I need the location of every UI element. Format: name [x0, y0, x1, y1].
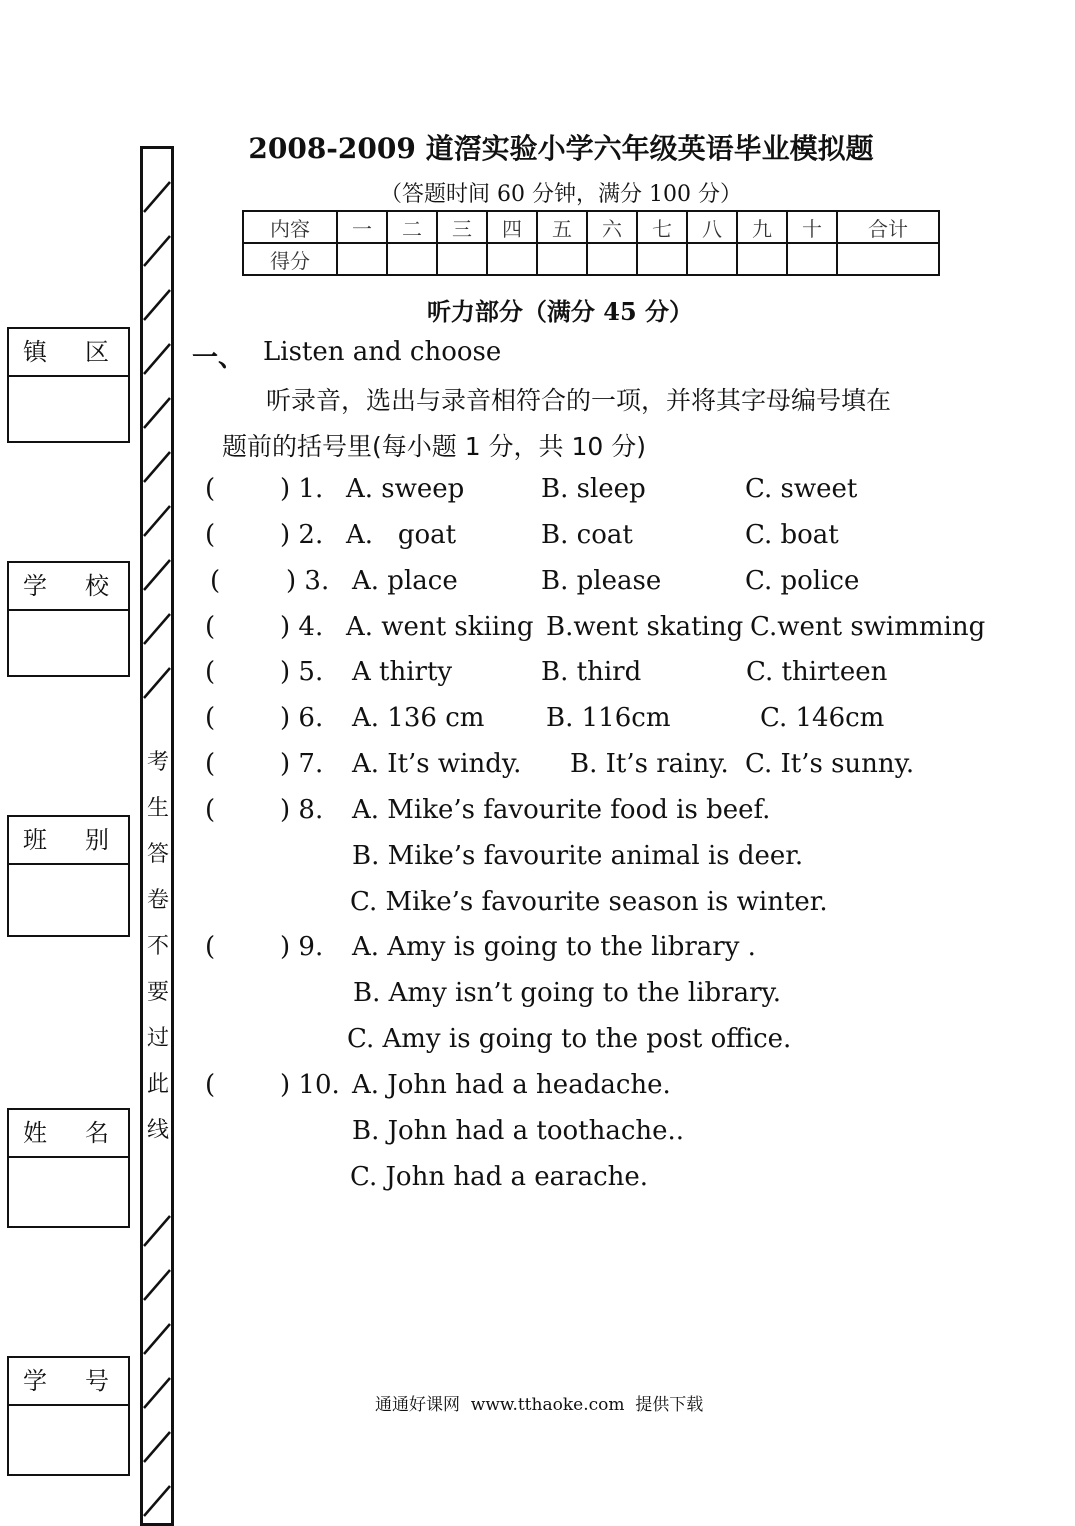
- option-a: A. goat: [346, 520, 457, 550]
- option-b: B. coat: [541, 520, 633, 550]
- field-label-student-id: 学号: [9, 1358, 128, 1406]
- score-cell[interactable]: [437, 243, 487, 275]
- score-header-cell: 二: [387, 211, 437, 243]
- option-c: C. thirteen: [746, 657, 888, 687]
- exam-subtitle: （答题时间 60 分钟，满分 100 分）: [380, 182, 742, 207]
- answer-bracket[interactable]: (: [205, 703, 216, 733]
- field-blank-name[interactable]: [9, 1158, 128, 1226]
- question-row: [0, 566, 1075, 606]
- score-cell[interactable]: [687, 243, 737, 275]
- binding-hatch-bottom: [140, 1200, 174, 1518]
- binding-notice-char: 不: [146, 934, 169, 959]
- binding-notice-char: 要: [146, 980, 169, 1005]
- answer-bracket[interactable]: (: [205, 474, 216, 504]
- binding-notice-char: 答: [146, 842, 169, 867]
- answer-bracket[interactable]: (: [205, 795, 216, 825]
- answer-bracket[interactable]: (: [210, 566, 221, 596]
- option-b: B.went skating: [546, 612, 744, 642]
- score-header-cell: 合计: [837, 211, 939, 243]
- binding-notice-char: 过: [146, 1026, 169, 1051]
- score-cell[interactable]: [637, 243, 687, 275]
- score-header-cell: 七: [637, 211, 687, 243]
- question-row: [0, 520, 1075, 560]
- option-a: A. sweep: [346, 474, 465, 504]
- score-header-cell: 八: [687, 211, 737, 243]
- question-number: ) 2.: [280, 520, 324, 550]
- option-c: C. 146cm: [760, 703, 885, 733]
- field-label-school: 学校: [9, 563, 128, 611]
- option-c: C. boat: [745, 520, 839, 550]
- question-row: [0, 612, 1075, 652]
- field-box-student-id: [7, 1356, 147, 1476]
- question-number: ) 6.: [280, 703, 324, 733]
- score-row-label: 得分: [243, 243, 337, 275]
- option-c: C.went swimming: [750, 612, 986, 642]
- score-header-cell: 六: [587, 211, 637, 243]
- score-cell[interactable]: [337, 243, 387, 275]
- field-label-town: 镇区: [9, 329, 128, 377]
- option-a: A. 136 cm: [352, 703, 485, 733]
- score-header-cell: 三: [437, 211, 487, 243]
- score-header-cell: 内容: [243, 211, 337, 243]
- option-a: A. John had a headache.: [352, 1070, 671, 1100]
- option-b: B. Amy isn’t going to the library.: [353, 978, 782, 1008]
- option-a: A. went skiing: [346, 612, 534, 642]
- option-a: A. It’s windy.: [352, 749, 522, 779]
- score-cell[interactable]: [387, 243, 437, 275]
- question-number: ) 9.: [280, 932, 324, 962]
- answer-bracket[interactable]: (: [205, 749, 216, 779]
- option-b: B. sleep: [541, 474, 646, 504]
- exam-title: 2008-2009 道滘实验小学六年级英语毕业模拟题: [248, 132, 874, 165]
- question-number: ) 1.: [280, 474, 324, 504]
- question-number: ) 5.: [280, 657, 324, 687]
- score-cell[interactable]: [737, 243, 787, 275]
- question-row: [0, 474, 1075, 514]
- score-table-header-row: [243, 211, 939, 243]
- score-header-cell: 五: [537, 211, 587, 243]
- option-c: C. John had a earache.: [350, 1162, 649, 1192]
- option-a: A. place: [352, 566, 458, 596]
- option-a: A thirty: [352, 657, 453, 687]
- field-blank-class[interactable]: [9, 865, 128, 935]
- option-c: C. Amy is going to the post office.: [347, 1024, 792, 1054]
- answer-bracket[interactable]: (: [205, 932, 216, 962]
- instruction-line-2: 题前的括号里(每小题 1 分，共 10 分): [222, 432, 647, 461]
- binding-notice-char: 考: [146, 750, 169, 775]
- score-cell[interactable]: [537, 243, 587, 275]
- option-b: B. third: [541, 657, 642, 687]
- option-c: C. It’s sunny.: [745, 749, 915, 779]
- score-cell[interactable]: [787, 243, 837, 275]
- score-cell[interactable]: [837, 243, 939, 275]
- option-a: A. Amy is going to the library .: [352, 932, 756, 962]
- score-cell[interactable]: [587, 243, 637, 275]
- question-row: [0, 932, 1075, 972]
- option-b: B. Mike’s favourite animal is deer.: [352, 841, 804, 871]
- field-blank-student-id[interactable]: [9, 1406, 128, 1474]
- binding-notice-char: 卷: [146, 888, 169, 913]
- score-cell[interactable]: [487, 243, 537, 275]
- question-number: ) 10.: [280, 1070, 340, 1100]
- option-b: B. John had a toothache..: [352, 1116, 685, 1146]
- field-label-class: 班别: [9, 817, 128, 865]
- question-row: [0, 1070, 1075, 1110]
- question-number: ) 3.: [286, 566, 330, 596]
- question-number: ) 7.: [280, 749, 324, 779]
- answer-bracket[interactable]: (: [205, 1070, 216, 1100]
- option-b: B. It’s rainy.: [570, 749, 729, 779]
- section-heading: 听力部分（满分 45 分）: [426, 297, 694, 326]
- answer-bracket[interactable]: (: [205, 612, 216, 642]
- field-box-name: [7, 1108, 147, 1228]
- part-number: 一、: [192, 343, 245, 373]
- question-row: [0, 795, 1075, 835]
- field-blank-town[interactable]: [9, 377, 128, 441]
- question-row: [0, 749, 1075, 789]
- binding-notice-char: 生: [146, 796, 169, 821]
- binding-notice-char: 线: [146, 1118, 169, 1143]
- option-c: C. police: [745, 566, 860, 596]
- option-b: B. 116cm: [546, 703, 671, 733]
- score-header-cell: 一: [337, 211, 387, 243]
- binding-notice-char: 此: [146, 1072, 169, 1097]
- score-table: [242, 210, 940, 276]
- question-row: [0, 657, 1075, 697]
- footer-credit: 通通好课网 www.tthaoke.com 提供下载: [375, 1395, 704, 1415]
- question-row: [0, 703, 1075, 743]
- score-header-cell: 九: [737, 211, 787, 243]
- option-b: B. please: [541, 566, 662, 596]
- part-title: Listen and choose: [263, 337, 502, 367]
- score-table-score-row: [243, 243, 939, 275]
- answer-bracket[interactable]: (: [205, 657, 216, 687]
- field-label-name: 姓名: [9, 1110, 128, 1158]
- field-box-town: [7, 327, 147, 443]
- option-c: C. sweet: [745, 474, 858, 504]
- answer-bracket[interactable]: (: [205, 520, 216, 550]
- score-header-cell: 十: [787, 211, 837, 243]
- score-header-cell: 四: [487, 211, 537, 243]
- question-number: ) 4.: [280, 612, 324, 642]
- option-a: A. Mike’s favourite food is beef.: [352, 795, 771, 825]
- option-c: C. Mike’s favourite season is winter.: [350, 887, 828, 917]
- question-number: ) 8.: [280, 795, 324, 825]
- instruction-line-1: 听录音，选出与录音相符合的一项，并将其字母编号填在: [266, 386, 892, 415]
